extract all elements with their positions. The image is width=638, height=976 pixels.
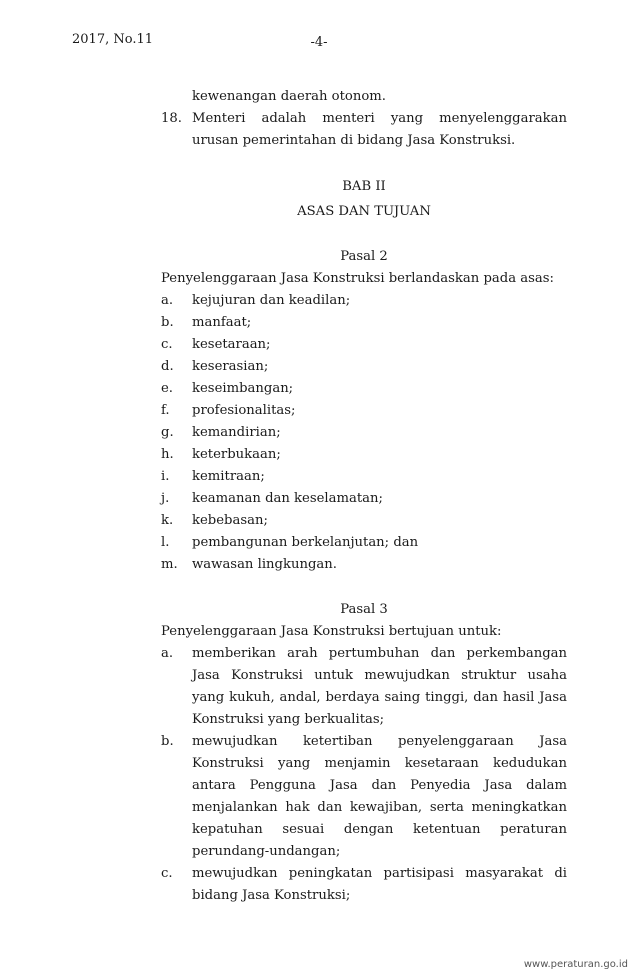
item-text: kemandirian; (192, 425, 281, 440)
item-text: memberikan arah pertumbuhan dan perkembangan Jasa Konstruksi untuk mewujudkan struktur usaha yang kukuh, andal, berdaya saing tinggi, dan hasil Jasa Konstruksi yang berkualitas; (192, 646, 567, 727)
item-text: keamanan dan keselamatan; (192, 491, 383, 506)
definition-list (161, 108, 567, 152)
item-marker: b. (161, 315, 174, 330)
document-body (161, 86, 567, 907)
list-item (161, 554, 567, 576)
list-item (161, 356, 567, 378)
item-text: keserasian; (192, 359, 269, 374)
list-item (161, 466, 567, 488)
pasal-2-intro: Penyelenggaraan Jasa Konstruksi berlandaskan pada asas: (161, 271, 554, 286)
item-text: mewujudkan ketertiban penyelenggaraan Jasa Konstruksi yang menjamin kesetaraan kedudukan antara Pengguna Jasa dan Penyedia Jasa dalam menjalankan hak dan kewajiban, serta meningkatkan kepatuhan sesuai dengan ketentuan peraturan perundang-undangan; (192, 734, 567, 859)
list-item (161, 863, 567, 907)
item-marker: c. (161, 337, 173, 352)
item-marker: g. (161, 425, 174, 440)
list-item (161, 510, 567, 532)
item-marker: e. (161, 381, 173, 396)
header-left: 2017, No.11 (72, 32, 153, 47)
pasal-2-title: Pasal 2 (340, 249, 388, 264)
item-text: manfaat; (192, 315, 252, 330)
item-text: kebebasan; (192, 513, 268, 528)
list-item (161, 334, 567, 356)
pasal-3-intro: Penyelenggaraan Jasa Konstruksi bertujuan untuk: (161, 624, 502, 639)
item-marker: c. (161, 866, 173, 881)
item-marker: h. (161, 447, 174, 462)
list-item (161, 290, 567, 312)
list-item (161, 400, 567, 422)
list-item (161, 488, 567, 510)
pasal-3-list (161, 643, 567, 907)
page-number: -4- (310, 35, 328, 50)
list-item (161, 312, 567, 334)
item-text: keterbukaan; (192, 447, 281, 462)
item-text: mewujudkan peningkatan partisipasi masyarakat di bidang Jasa Konstruksi; (192, 866, 567, 903)
item-marker: a. (161, 293, 174, 308)
footer-watermark: www.peraturan.go.id (523, 959, 628, 970)
item-marker: j. (161, 491, 170, 506)
item-text: wawasan lingkungan. (192, 557, 337, 572)
item-text: keseimbangan; (192, 381, 294, 396)
list-item (161, 422, 567, 444)
list-item (161, 444, 567, 466)
pasal-2-list (161, 290, 567, 576)
item-marker: l. (161, 535, 170, 550)
item-text: Menteri adalah menteri yang menyelenggarakan urusan pemerintahan di bidang Jasa Konstruksi. (192, 111, 567, 148)
item-marker: d. (161, 359, 174, 374)
list-item (161, 378, 567, 400)
item-text: kesetaraan; (192, 337, 271, 352)
continuation-text: kewenangan daerah otonom. (192, 89, 386, 104)
chapter-title: ASAS DAN TUJUAN (297, 204, 431, 219)
pasal-3-title: Pasal 3 (340, 602, 388, 617)
item-marker: a. (161, 646, 174, 661)
list-item (161, 108, 567, 152)
item-text: pembangunan berkelanjutan; dan (192, 535, 419, 550)
item-text: kemitraan; (192, 469, 265, 484)
chapter-number: BAB II (342, 179, 386, 194)
item-marker: m. (161, 557, 178, 572)
item-marker: k. (161, 513, 174, 528)
item-marker: i. (161, 469, 170, 484)
item-marker: 18. (161, 111, 182, 126)
item-text: profesionalitas; (192, 403, 296, 418)
item-text: kejujuran dan keadilan; (192, 293, 351, 308)
item-marker: b. (161, 734, 174, 749)
list-item (161, 731, 567, 863)
list-item (161, 643, 567, 731)
item-marker: f. (161, 403, 170, 418)
list-item (161, 532, 567, 554)
